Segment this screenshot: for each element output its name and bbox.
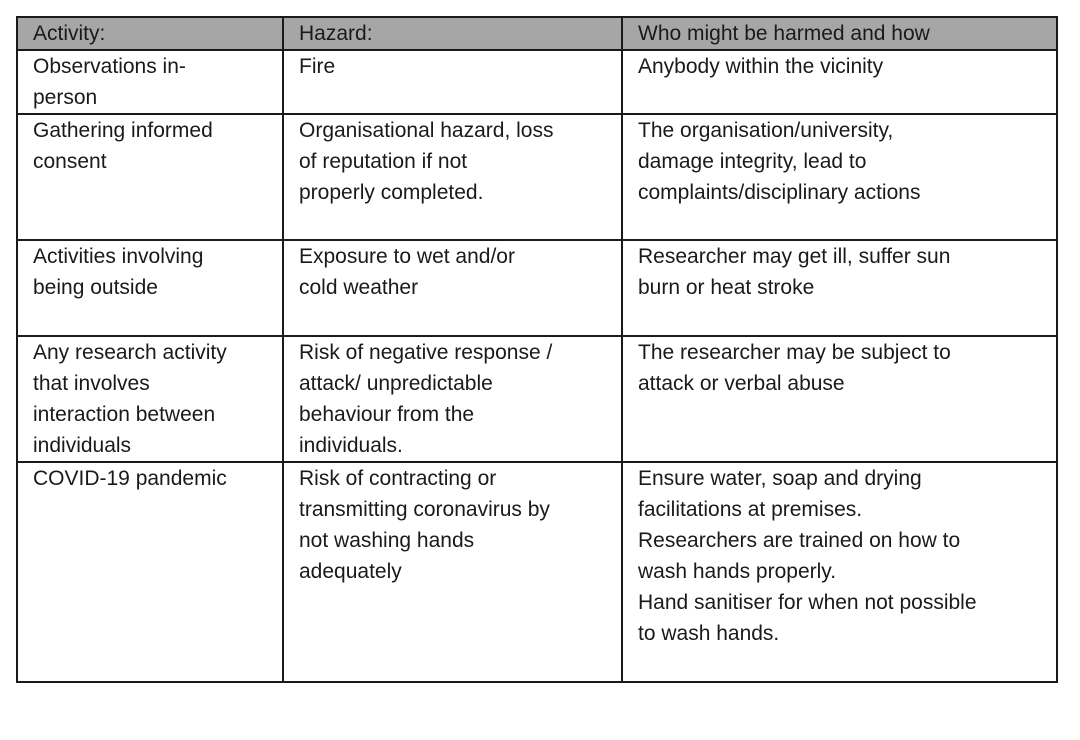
cell-text-line: Any research activity bbox=[33, 341, 227, 364]
cell-text-line: behaviour from the bbox=[299, 403, 475, 426]
cell-text-line: Ensure water, soap and drying bbox=[638, 467, 922, 490]
table-row bbox=[17, 336, 1057, 462]
cell-text-line: being outside bbox=[33, 276, 158, 299]
risk-assessment-table bbox=[16, 16, 1058, 683]
cell-text-line: Exposure to wet and/or bbox=[299, 245, 515, 268]
cell-text-line: facilitations at premises. bbox=[638, 498, 863, 521]
activity-cell bbox=[17, 336, 283, 462]
cell-text-line: Observations in- bbox=[33, 55, 186, 78]
cell-text-line: attack/ unpredictable bbox=[299, 372, 493, 395]
cell-text-line: wash hands properly. bbox=[638, 560, 837, 583]
cell-text-line: consent bbox=[33, 150, 107, 173]
cell-text-line: Gathering informed bbox=[33, 119, 213, 142]
hazard-cell bbox=[283, 114, 622, 240]
cell-text-line: The organisation/university, bbox=[638, 119, 894, 142]
cell-text-line: The researcher may be subject to bbox=[638, 341, 951, 364]
cell-text-line: that involves bbox=[33, 372, 150, 395]
table-body bbox=[17, 50, 1057, 682]
cell-text-line: adequately bbox=[299, 560, 402, 583]
header-row bbox=[17, 17, 1057, 50]
hazard-cell bbox=[283, 50, 622, 114]
table-header bbox=[17, 17, 1057, 50]
cell-text-line: person bbox=[33, 86, 98, 109]
cell-text-line: damage integrity, lead to bbox=[638, 150, 867, 173]
cell-text-line: complaints/disciplinary actions bbox=[638, 181, 921, 204]
table-row bbox=[17, 114, 1057, 240]
cell-text-line: burn or heat stroke bbox=[638, 276, 815, 299]
table-row bbox=[17, 50, 1057, 114]
cell-text-line: attack or verbal abuse bbox=[638, 372, 845, 395]
cell-text-line: not washing hands bbox=[299, 529, 475, 552]
who-harmed-cell bbox=[622, 50, 1057, 114]
cell-text-line: cold weather bbox=[299, 276, 419, 299]
table-row bbox=[17, 462, 1057, 682]
cell-text-line: Organisational hazard, loss bbox=[299, 119, 554, 142]
cell-text-line: Activities involving bbox=[33, 245, 204, 268]
hazard-cell bbox=[283, 240, 622, 336]
cell-text-line: individuals bbox=[33, 434, 132, 457]
cell-text-line: of reputation if not bbox=[299, 150, 468, 173]
activity-cell bbox=[17, 462, 283, 682]
hazard-cell bbox=[283, 462, 622, 682]
cell-text-line: Fire bbox=[299, 55, 336, 78]
cell-text-line: Researchers are trained on how to bbox=[638, 529, 961, 552]
cell-text-line: Researcher may get ill, suffer sun bbox=[638, 245, 951, 268]
cell-text-line: individuals. bbox=[299, 434, 403, 457]
who-harmed-cell bbox=[622, 240, 1057, 336]
activity-cell bbox=[17, 50, 283, 114]
cell-text-line: properly completed. bbox=[299, 181, 484, 204]
header-activity: Activity: bbox=[17, 17, 283, 50]
who-harmed-cell bbox=[622, 114, 1057, 240]
cell-text-line: Anybody within the vicinity bbox=[638, 55, 884, 78]
cell-text-line: Risk of contracting or bbox=[299, 467, 497, 490]
cell-text-line: transmitting coronavirus by bbox=[299, 498, 550, 521]
hazard-cell bbox=[283, 336, 622, 462]
activity-cell bbox=[17, 240, 283, 336]
header-hazard: Hazard: bbox=[283, 17, 622, 50]
who-harmed-cell bbox=[622, 336, 1057, 462]
cell-text-line: Hand sanitiser for when not possible bbox=[638, 591, 977, 614]
who-harmed-cell bbox=[622, 462, 1057, 682]
header-who-harmed: Who might be harmed and how bbox=[622, 17, 1057, 50]
cell-text-line: interaction between bbox=[33, 403, 216, 426]
cell-text-line: to wash hands. bbox=[638, 622, 780, 645]
cell-text-line: Risk of negative response / bbox=[299, 341, 553, 364]
table-row bbox=[17, 240, 1057, 336]
activity-cell bbox=[17, 114, 283, 240]
cell-text-line: COVID-19 pandemic bbox=[33, 467, 227, 490]
